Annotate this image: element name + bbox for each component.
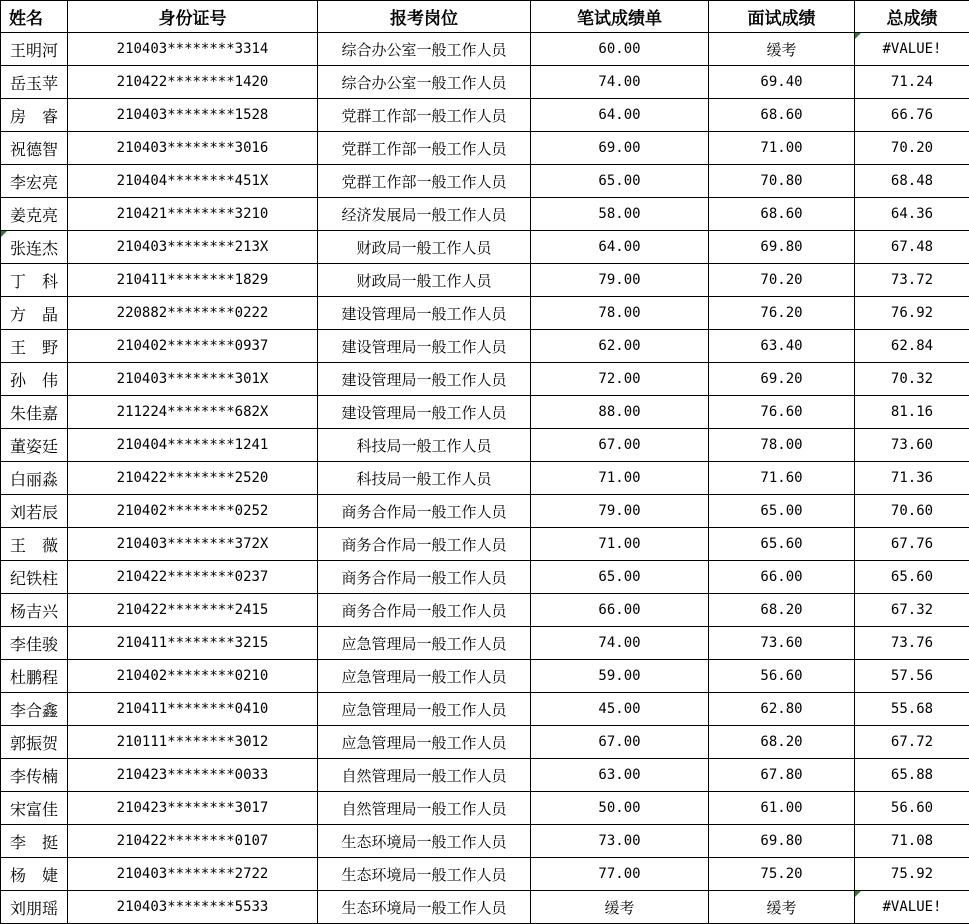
cell-position[interactable]: 综合办公室一般工作人员 bbox=[318, 33, 531, 66]
table-row[interactable] bbox=[1, 792, 969, 825]
cell-id-number[interactable]: 210422********0237 bbox=[68, 561, 318, 594]
cell-id-number[interactable]: 210402********0937 bbox=[68, 330, 318, 363]
cell-name[interactable]: 李传楠 bbox=[1, 759, 68, 792]
cell-position[interactable]: 自然管理局一般工作人员 bbox=[318, 792, 531, 825]
cell-written-score[interactable]: 88.00 bbox=[531, 396, 709, 429]
cell-interview-score[interactable]: 71.60 bbox=[709, 462, 855, 495]
cell-interview-score[interactable]: 78.00 bbox=[709, 429, 855, 462]
cell-interview-score[interactable]: 76.20 bbox=[709, 297, 855, 330]
cell-position[interactable]: 党群工作部一般工作人员 bbox=[318, 99, 531, 132]
cell-interview-score[interactable]: 68.60 bbox=[709, 198, 855, 231]
cell-written-score[interactable]: 79.00 bbox=[531, 495, 709, 528]
cell-written-score[interactable]: 62.00 bbox=[531, 330, 709, 363]
cell-total-score[interactable]: 66.76 bbox=[855, 99, 969, 132]
cell-position[interactable]: 科技局一般工作人员 bbox=[318, 429, 531, 462]
table-row[interactable] bbox=[1, 198, 969, 231]
cell-written-score[interactable]: 71.00 bbox=[531, 528, 709, 561]
cell-interview-score[interactable]: 69.20 bbox=[709, 363, 855, 396]
cell-total-score[interactable]: 75.92 bbox=[855, 858, 969, 891]
cell-written-score[interactable]: 77.00 bbox=[531, 858, 709, 891]
cell-id-number[interactable]: 210403********301X bbox=[68, 363, 318, 396]
table-row[interactable] bbox=[1, 33, 969, 66]
cell-interview-score[interactable]: 73.60 bbox=[709, 627, 855, 660]
table-row[interactable] bbox=[1, 891, 969, 924]
cell-total-score[interactable]: 70.32 bbox=[855, 363, 969, 396]
cell-total-score[interactable]: 67.72 bbox=[855, 726, 969, 759]
cell-name[interactable]: 杜鹏程 bbox=[1, 660, 68, 693]
cell-interview-score[interactable]: 68.60 bbox=[709, 99, 855, 132]
table-row[interactable] bbox=[1, 825, 969, 858]
cell-written-score[interactable]: 73.00 bbox=[531, 825, 709, 858]
table-row[interactable] bbox=[1, 363, 969, 396]
table-row[interactable] bbox=[1, 429, 969, 462]
cell-id-number[interactable]: 210403********213X bbox=[68, 231, 318, 264]
cell-id-number[interactable]: 210411********3215 bbox=[68, 627, 318, 660]
cell-name[interactable]: 李 挺 bbox=[1, 825, 68, 858]
cell-name[interactable]: 丁 科 bbox=[1, 264, 68, 297]
table-row[interactable] bbox=[1, 594, 969, 627]
cell-position[interactable]: 经济发展局一般工作人员 bbox=[318, 198, 531, 231]
header-written-score: 笔试成绩单 bbox=[531, 1, 709, 33]
cell-position[interactable]: 生态环境局一般工作人员 bbox=[318, 825, 531, 858]
table-row[interactable] bbox=[1, 165, 969, 198]
table-row[interactable] bbox=[1, 264, 969, 297]
cell-name[interactable]: 房 睿 bbox=[1, 99, 68, 132]
cell-written-score[interactable]: 69.00 bbox=[531, 132, 709, 165]
cell-written-score[interactable]: 74.00 bbox=[531, 627, 709, 660]
cell-written-score[interactable]: 45.00 bbox=[531, 693, 709, 726]
cell-position[interactable]: 综合办公室一般工作人员 bbox=[318, 66, 531, 99]
cell-id-number[interactable]: 210403********5533 bbox=[68, 891, 318, 924]
cell-total-score[interactable]: 68.48 bbox=[855, 165, 969, 198]
cell-total-score[interactable]: 71.36 bbox=[855, 462, 969, 495]
table-row[interactable] bbox=[1, 330, 969, 363]
cell-id-number[interactable]: 210111********3012 bbox=[68, 726, 318, 759]
cell-name[interactable]: 杨 婕 bbox=[1, 858, 68, 891]
cell-interview-score[interactable]: 65.60 bbox=[709, 528, 855, 561]
cell-interview-score[interactable]: 67.80 bbox=[709, 759, 855, 792]
cell-written-score[interactable]: 67.00 bbox=[531, 429, 709, 462]
cell-id-number[interactable]: 210403********2722 bbox=[68, 858, 318, 891]
table-row[interactable] bbox=[1, 693, 969, 726]
cell-interview-score[interactable]: 66.00 bbox=[709, 561, 855, 594]
cell-written-score[interactable]: 64.00 bbox=[531, 231, 709, 264]
cell-interview-score[interactable]: 56.60 bbox=[709, 660, 855, 693]
cell-name[interactable]: 王 薇 bbox=[1, 528, 68, 561]
table-row[interactable] bbox=[1, 396, 969, 429]
cell-interview-score[interactable]: 69.80 bbox=[709, 825, 855, 858]
cell-written-score[interactable]: 65.00 bbox=[531, 165, 709, 198]
cell-total-score[interactable]: 62.84 bbox=[855, 330, 969, 363]
cell-written-score[interactable]: 65.00 bbox=[531, 561, 709, 594]
cell-interview-score[interactable]: 65.00 bbox=[709, 495, 855, 528]
cell-name[interactable]: 李宏亮 bbox=[1, 165, 68, 198]
cell-id-number[interactable]: 210423********3017 bbox=[68, 792, 318, 825]
cell-id-number[interactable]: 210402********0252 bbox=[68, 495, 318, 528]
cell-position[interactable]: 应急管理局一般工作人员 bbox=[318, 660, 531, 693]
cell-id-number[interactable]: 211224********682X bbox=[68, 396, 318, 429]
cell-position[interactable]: 应急管理局一般工作人员 bbox=[318, 726, 531, 759]
cell-name[interactable]: 岳玉苹 bbox=[1, 66, 68, 99]
cell-position[interactable]: 建设管理局一般工作人员 bbox=[318, 297, 531, 330]
table-row[interactable] bbox=[1, 66, 969, 99]
cell-written-score[interactable]: 78.00 bbox=[531, 297, 709, 330]
cell-total-score[interactable]: 71.24 bbox=[855, 66, 969, 99]
table-row[interactable] bbox=[1, 858, 969, 891]
cell-name[interactable]: 张连杰 bbox=[1, 231, 68, 264]
cell-total-score[interactable]: 67.32 bbox=[855, 594, 969, 627]
cell-written-score[interactable]: 79.00 bbox=[531, 264, 709, 297]
cell-name[interactable]: 董姿廷 bbox=[1, 429, 68, 462]
cell-position[interactable]: 应急管理局一般工作人员 bbox=[318, 693, 531, 726]
cell-name[interactable]: 李合鑫 bbox=[1, 693, 68, 726]
table-row[interactable] bbox=[1, 495, 969, 528]
cell-name[interactable]: 朱佳嘉 bbox=[1, 396, 68, 429]
table-row[interactable] bbox=[1, 660, 969, 693]
cell-id-number[interactable]: 210422********2415 bbox=[68, 594, 318, 627]
cell-name[interactable]: 方 晶 bbox=[1, 297, 68, 330]
cell-written-score[interactable]: 59.00 bbox=[531, 660, 709, 693]
header-row bbox=[1, 1, 969, 33]
cell-position[interactable]: 建设管理局一般工作人员 bbox=[318, 363, 531, 396]
cell-interview-score[interactable]: 69.80 bbox=[709, 231, 855, 264]
cell-total-score[interactable]: #VALUE! bbox=[855, 33, 969, 66]
cell-total-score[interactable]: 70.20 bbox=[855, 132, 969, 165]
cell-interview-score[interactable]: 70.80 bbox=[709, 165, 855, 198]
cell-total-score[interactable]: 55.68 bbox=[855, 693, 969, 726]
cell-interview-score[interactable]: 75.20 bbox=[709, 858, 855, 891]
cell-position[interactable]: 科技局一般工作人员 bbox=[318, 462, 531, 495]
cell-name[interactable]: 刘若辰 bbox=[1, 495, 68, 528]
cell-total-score[interactable]: 57.56 bbox=[855, 660, 969, 693]
cell-total-score[interactable]: 73.76 bbox=[855, 627, 969, 660]
cell-position[interactable]: 商务合作局一般工作人员 bbox=[318, 495, 531, 528]
cell-id-number[interactable]: 210422********2520 bbox=[68, 462, 318, 495]
cell-interview-score[interactable]: 61.00 bbox=[709, 792, 855, 825]
cell-interview-score[interactable]: 62.80 bbox=[709, 693, 855, 726]
cell-interview-score[interactable]: 70.20 bbox=[709, 264, 855, 297]
cell-total-score[interactable]: 70.60 bbox=[855, 495, 969, 528]
cell-total-score[interactable]: 76.92 bbox=[855, 297, 969, 330]
cell-written-score[interactable]: 66.00 bbox=[531, 594, 709, 627]
table-row[interactable] bbox=[1, 627, 969, 660]
cell-name[interactable]: 孙 伟 bbox=[1, 363, 68, 396]
cell-interview-score[interactable]: 缓考 bbox=[709, 33, 855, 66]
cell-id-number[interactable]: 210403********3016 bbox=[68, 132, 318, 165]
cell-written-score[interactable]: 50.00 bbox=[531, 792, 709, 825]
cell-written-score[interactable]: 64.00 bbox=[531, 99, 709, 132]
cell-total-score[interactable]: 81.16 bbox=[855, 396, 969, 429]
cell-id-number[interactable]: 210404********1241 bbox=[68, 429, 318, 462]
cell-name[interactable]: 宋富佳 bbox=[1, 792, 68, 825]
cell-id-number[interactable]: 210411********1829 bbox=[68, 264, 318, 297]
cell-name[interactable]: 王明河 bbox=[1, 33, 68, 66]
cell-name[interactable]: 姜克亮 bbox=[1, 198, 68, 231]
cell-id-number[interactable]: 210422********0107 bbox=[68, 825, 318, 858]
cell-written-score[interactable]: 72.00 bbox=[531, 363, 709, 396]
cell-total-score[interactable]: 73.72 bbox=[855, 264, 969, 297]
cell-id-number[interactable]: 210423********0033 bbox=[68, 759, 318, 792]
cell-position[interactable]: 生态环境局一般工作人员 bbox=[318, 858, 531, 891]
cell-interview-score[interactable]: 71.00 bbox=[709, 132, 855, 165]
header-id: 身份证号 bbox=[68, 1, 318, 33]
cell-id-number[interactable]: 210404********451X bbox=[68, 165, 318, 198]
cell-total-score[interactable]: 56.60 bbox=[855, 792, 969, 825]
cell-total-score[interactable]: 73.60 bbox=[855, 429, 969, 462]
cell-written-score[interactable]: 71.00 bbox=[531, 462, 709, 495]
cell-position[interactable]: 生态环境局一般工作人员 bbox=[318, 891, 531, 924]
header-total-score: 总成绩 bbox=[855, 1, 969, 33]
cell-position[interactable]: 建设管理局一般工作人员 bbox=[318, 396, 531, 429]
cell-id-number[interactable]: 210422********1420 bbox=[68, 66, 318, 99]
cell-interview-score[interactable]: 68.20 bbox=[709, 594, 855, 627]
cell-total-score[interactable]: 64.36 bbox=[855, 198, 969, 231]
header-name: 姓名 bbox=[1, 1, 68, 33]
cell-position[interactable]: 商务合作局一般工作人员 bbox=[318, 528, 531, 561]
cell-total-score[interactable]: 65.88 bbox=[855, 759, 969, 792]
cell-name[interactable]: 郭振贺 bbox=[1, 726, 68, 759]
cell-position[interactable]: 商务合作局一般工作人员 bbox=[318, 594, 531, 627]
cell-written-score[interactable]: 63.00 bbox=[531, 759, 709, 792]
cell-id-number[interactable]: 210411********0410 bbox=[68, 693, 318, 726]
table-row[interactable] bbox=[1, 726, 969, 759]
table-row[interactable] bbox=[1, 231, 969, 264]
cell-name[interactable]: 杨吉兴 bbox=[1, 594, 68, 627]
cell-name[interactable]: 刘朋瑶 bbox=[1, 891, 68, 924]
cell-position[interactable]: 财政局一般工作人员 bbox=[318, 231, 531, 264]
table-row[interactable] bbox=[1, 561, 969, 594]
cell-written-score[interactable]: 60.00 bbox=[531, 33, 709, 66]
cell-interview-score[interactable]: 68.20 bbox=[709, 726, 855, 759]
cell-interview-score[interactable]: 缓考 bbox=[709, 891, 855, 924]
cell-interview-score[interactable]: 63.40 bbox=[709, 330, 855, 363]
cell-written-score[interactable]: 74.00 bbox=[531, 66, 709, 99]
table-row[interactable] bbox=[1, 759, 969, 792]
cell-total-score[interactable]: 67.76 bbox=[855, 528, 969, 561]
cell-id-number[interactable]: 210402********0210 bbox=[68, 660, 318, 693]
cell-name[interactable]: 纪铁柱 bbox=[1, 561, 68, 594]
cell-total-score[interactable]: 67.48 bbox=[855, 231, 969, 264]
cell-position[interactable]: 建设管理局一般工作人员 bbox=[318, 330, 531, 363]
cell-interview-score[interactable]: 69.40 bbox=[709, 66, 855, 99]
header-job: 报考岗位 bbox=[318, 1, 531, 33]
cell-id-number[interactable]: 210403********1528 bbox=[68, 99, 318, 132]
cell-total-score[interactable]: 71.08 bbox=[855, 825, 969, 858]
table-row[interactable] bbox=[1, 297, 969, 330]
table-row[interactable] bbox=[1, 462, 969, 495]
cell-id-number[interactable]: 210403********3314 bbox=[68, 33, 318, 66]
cell-written-score[interactable]: 58.00 bbox=[531, 198, 709, 231]
cell-name[interactable]: 王 野 bbox=[1, 330, 68, 363]
cell-id-number[interactable]: 210421********3210 bbox=[68, 198, 318, 231]
cell-written-score[interactable]: 缓考 bbox=[531, 891, 709, 924]
table-row[interactable] bbox=[1, 99, 969, 132]
table-row[interactable] bbox=[1, 528, 969, 561]
cell-position[interactable]: 应急管理局一般工作人员 bbox=[318, 627, 531, 660]
cell-interview-score[interactable]: 76.60 bbox=[709, 396, 855, 429]
cell-position[interactable]: 商务合作局一般工作人员 bbox=[318, 561, 531, 594]
cell-written-score[interactable]: 67.00 bbox=[531, 726, 709, 759]
header-interview-score: 面试成绩 bbox=[709, 1, 855, 33]
table-row[interactable] bbox=[1, 132, 969, 165]
cell-name[interactable]: 李佳骏 bbox=[1, 627, 68, 660]
cell-name[interactable]: 白丽淼 bbox=[1, 462, 68, 495]
cell-position[interactable]: 财政局一般工作人员 bbox=[318, 264, 531, 297]
cell-total-score[interactable]: #VALUE! bbox=[855, 891, 969, 924]
cell-total-score[interactable]: 65.60 bbox=[855, 561, 969, 594]
cell-name[interactable]: 祝德智 bbox=[1, 132, 68, 165]
cell-id-number[interactable]: 210403********372X bbox=[68, 528, 318, 561]
cell-id-number[interactable]: 220882********0222 bbox=[68, 297, 318, 330]
cell-position[interactable]: 党群工作部一般工作人员 bbox=[318, 132, 531, 165]
cell-position[interactable]: 党群工作部一般工作人员 bbox=[318, 165, 531, 198]
cell-position[interactable]: 自然管理局一般工作人员 bbox=[318, 759, 531, 792]
